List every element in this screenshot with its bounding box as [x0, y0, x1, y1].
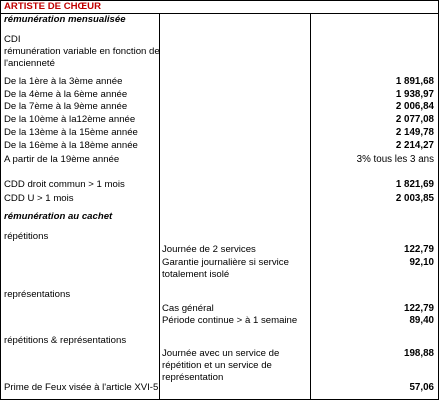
- tranche-value: 2 149,78: [395, 127, 434, 138]
- column-divider-1: [159, 14, 160, 399]
- prime-label: Prime de Feux visée à l'article XVI-5: [4, 382, 159, 393]
- rep-and-rep-item-desc: Journée avec un service de: [162, 348, 280, 359]
- representations-item-value: 89,40: [409, 315, 434, 326]
- cdd-label: CDD U > 1 mois: [4, 193, 74, 204]
- representations-item-value: 122,79: [404, 303, 434, 314]
- tranche-label: De la 7ème à la 9ème année: [4, 101, 128, 112]
- rep-and-rep-item-desc: représentation: [162, 372, 224, 383]
- tranche-label: De la 13ème à la 15ème année: [4, 127, 138, 138]
- cdd-label: CDD droit commun > 1 mois: [4, 179, 125, 190]
- cdd-value: 1 821,69: [395, 179, 434, 190]
- repetitions-item-value: 122,79: [404, 244, 434, 255]
- tranche-label: De la 16ème à la 18ème année: [4, 140, 138, 151]
- column-divider-2: [310, 14, 311, 399]
- tranche-value: 2 077,08: [395, 114, 434, 125]
- row-variable-line2: l'ancienneté: [4, 58, 55, 69]
- repetitions-item-desc: Garantie journalière si service: [162, 257, 289, 268]
- table-title: ARTISTE DE CHŒUR: [4, 1, 102, 12]
- representations-item-desc: Cas général: [162, 303, 214, 314]
- repetitions-item-desc: totalement isolé: [162, 269, 230, 280]
- rep-and-rep-item-desc: répétition et un service de: [162, 360, 272, 371]
- rep-and-rep-label: répétitions & représentations: [4, 335, 127, 346]
- tranche-label: De la 10ème à la12ème année: [4, 114, 136, 125]
- from19-label: A partir de la 19ème année: [4, 154, 120, 165]
- tranche-label: De la 4ème à la 6ème année: [4, 89, 128, 100]
- from19-value: 3% tous les 3 ans: [356, 154, 434, 165]
- row-cdi: CDI: [4, 34, 21, 45]
- rep-and-rep-item-value: 198,88: [404, 348, 434, 359]
- representations-label: représentations: [4, 289, 71, 300]
- repetitions-label: répétitions: [4, 231, 49, 242]
- tranche-value: 2 214,27: [395, 140, 434, 151]
- prime-value: 57,06: [409, 382, 434, 393]
- tranche-value: 2 006,84: [395, 101, 434, 112]
- tranche-label: De la 1ère à la 3ème année: [4, 76, 123, 87]
- tranche-value: 1 891,68: [395, 76, 434, 87]
- repetitions-item-value: 92,10: [409, 257, 434, 268]
- section-monthly: rémunération mensualisée: [4, 14, 126, 25]
- repetitions-item-desc: Journée de 2 services: [162, 244, 256, 255]
- representations-item-desc: Période continue > à 1 semaine: [162, 315, 298, 326]
- tranche-value: 1 938,97: [395, 89, 434, 100]
- section-fee: rémunération au cachet: [4, 211, 113, 222]
- row-variable-line1: rémunération variable en fonction de: [4, 46, 160, 57]
- cdd-value: 2 003,85: [395, 193, 434, 204]
